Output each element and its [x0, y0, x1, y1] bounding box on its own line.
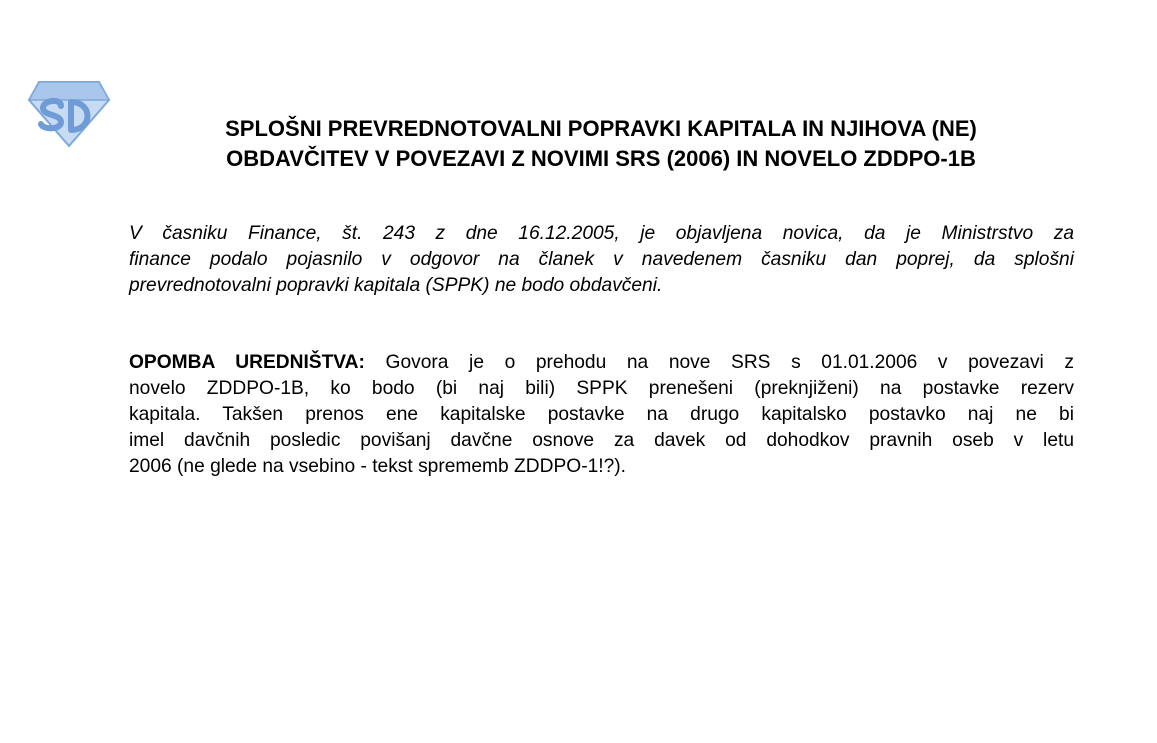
- intro-paragraph: [129, 221, 1074, 299]
- note-line-5: 2006 (ne glede na vsebino - tekst sprememb ZDDPO-1!?).: [129, 456, 626, 477]
- editorial-note-label: OPOMBA UREDNIŠTVA:: [129, 352, 365, 373]
- sd-logo-icon: [27, 78, 111, 150]
- sd-diamond-logo-icon: [27, 78, 111, 150]
- intro-line-1: V časniku Finance, št. 243 z dne 16.12.2005, je objavljena novica, da je Ministrstvo za: [129, 223, 1074, 244]
- note-line-4: imel davčnih posledic povišanj davčne osnove za davek od dohodkov pravnih oseb v letu: [129, 430, 1074, 451]
- title-line-1: SPLOŠNI PREVREDNOTOVALNI POPRAVKI KAPITALA IN NJIHOVA (NE): [225, 116, 977, 141]
- note-line-2: novelo ZDDPO-1B, ko bodo (bi naj bili) SPPK prenešeni (preknjiženi) na postavke rezerv: [129, 378, 1074, 399]
- note-line-1: [129, 350, 1074, 376]
- title-line-2: OBDAVČITEV V POVEZAVI Z NOVIMI SRS (2006) IN NOVELO ZDDPO-1B: [226, 146, 976, 171]
- note-line-3: kapitala. Takšen prenos ene kapitalske postavke na drugo kapitalsko postavko naj ne bi: [129, 404, 1074, 425]
- editorial-note-paragraph: [129, 350, 1074, 480]
- intro-line-3: prevrednotovalni popravki kapitala (SPPK) ne bodo obdavčeni.: [129, 275, 663, 296]
- note-line-1-text: Govora je o prehodu na nove SRS s 01.01.2006 v povezavi z: [364, 352, 1075, 373]
- page-title: [118, 114, 1084, 174]
- intro-line-2: finance podalo pojasnilo v odgovor na članek v navedenem časniku dan poprej, da splošni: [129, 249, 1074, 270]
